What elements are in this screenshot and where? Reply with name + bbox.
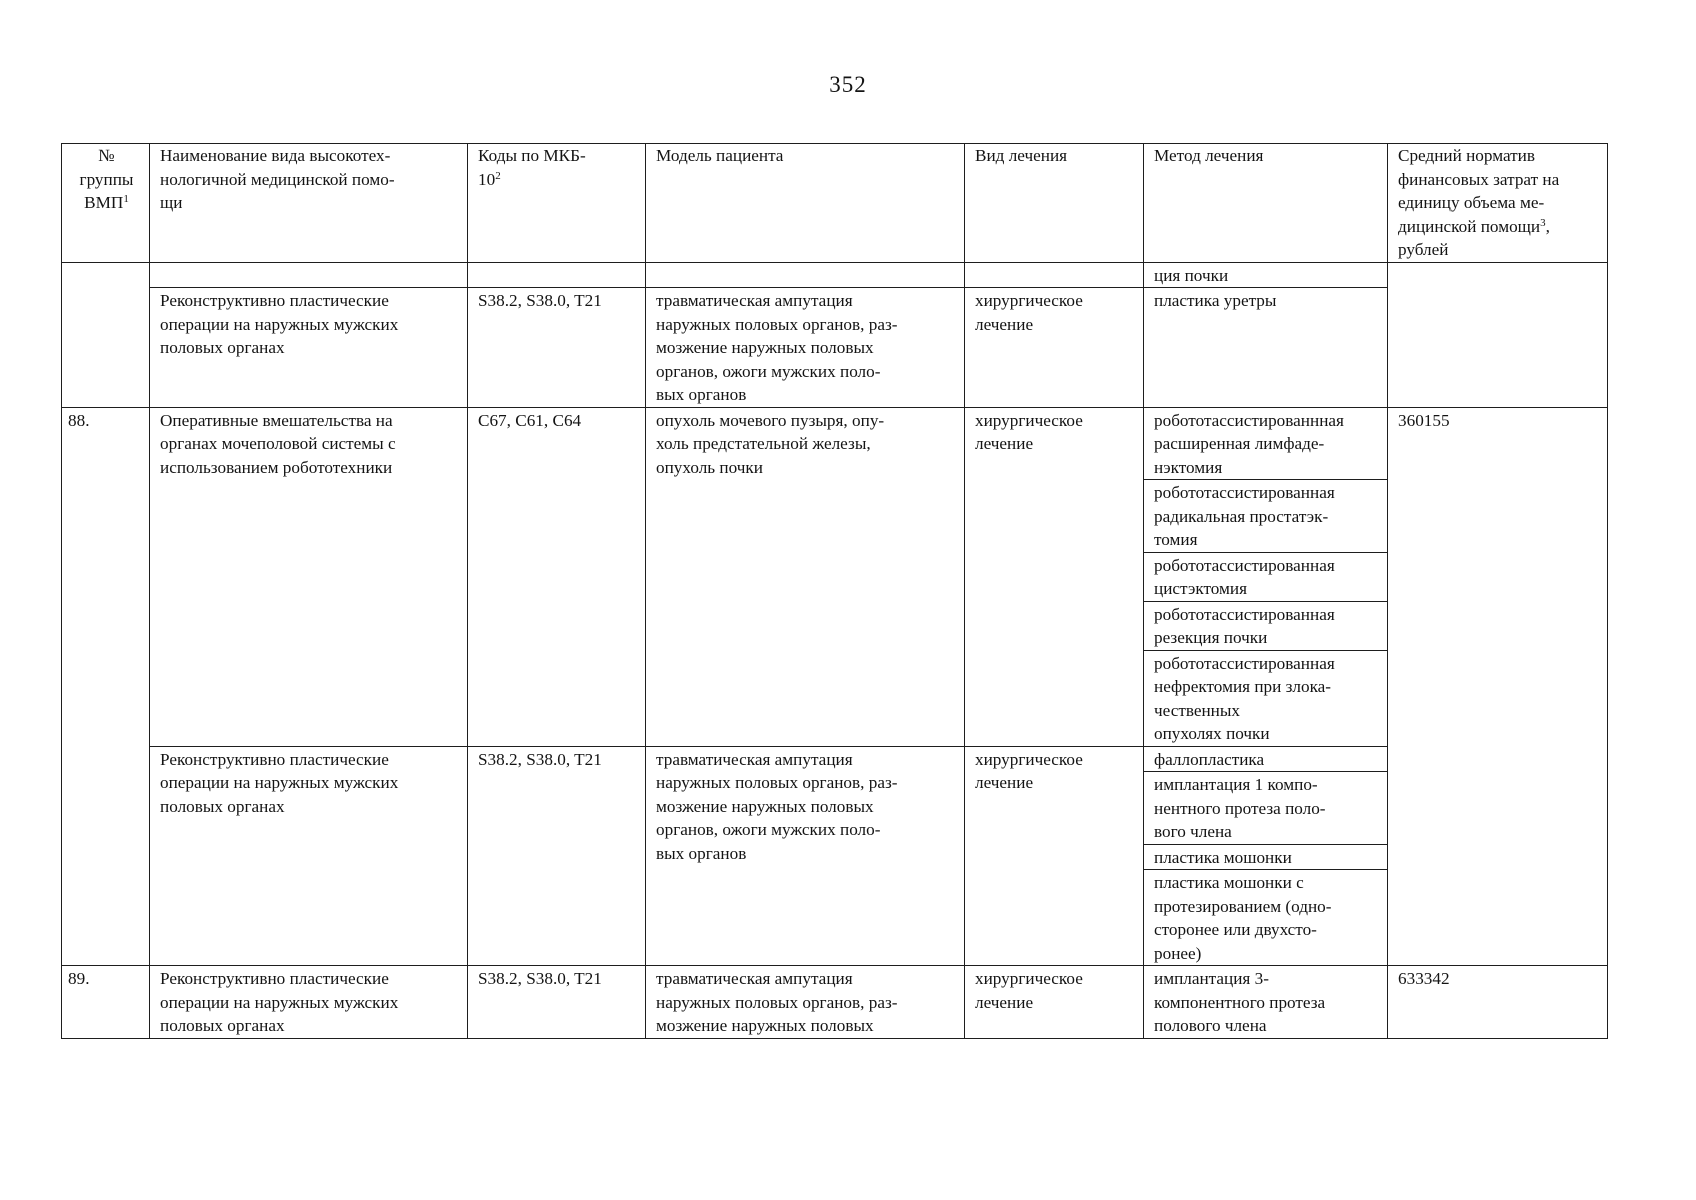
table-row: [62, 288, 1608, 408]
type-name-cell: Реконструктивно пластические операции на наружных мужских половых органах: [150, 966, 468, 1039]
model-cell: [646, 262, 965, 288]
method-cell: робототассистированная цистэктомия: [1144, 552, 1388, 601]
codes-cell: S38.2, S38.0, T21: [468, 746, 646, 966]
header-patient-model: Модель пациента: [646, 144, 965, 263]
header-cost-norm: Средний норматив финансовых затрат на единицу объема ме- дицинской помощи$^3$, рублей: [1388, 144, 1608, 263]
treatment-cell: хирургическое лечение: [965, 288, 1144, 408]
table-row: [62, 966, 1608, 1039]
method-cell: робототассистированная нефректомия при злока- чественных опухолях почки: [1144, 650, 1388, 746]
method-cell: робототассистированная резекция почки: [1144, 601, 1388, 650]
model-cell: травматическая ампутация наружных половых органов, раз- мозжение наружных половых органов, ожоги мужских поло- вых органов: [646, 288, 965, 408]
codes-cell: C67, C61, C64: [468, 407, 646, 746]
page-number: 352: [829, 72, 867, 97]
method-cell: имплантация 1 компо- нентного протеза поло- вого члена: [1144, 772, 1388, 845]
treatment-cell: хирургическое лечение: [965, 746, 1144, 966]
treatment-cell: [965, 262, 1144, 288]
method-cell: робототассистированная радикальная простатэк- томия: [1144, 480, 1388, 553]
header-type-name: Наименование вида высокотех- нологичной медицинской помо- щи: [150, 144, 468, 263]
cost-cell: 360155: [1388, 407, 1608, 966]
type-name-cell: Оперативные вмешательства на органах мочеполовой системы с использованием робототехники: [150, 407, 468, 746]
type-name-cell: [150, 262, 468, 288]
table-row: [62, 262, 1608, 288]
header-treatment-method: Метод лечения: [1144, 144, 1388, 263]
table-row: [62, 407, 1608, 480]
treatment-cell: хирургическое лечение: [965, 407, 1144, 746]
type-name-cell: Реконструктивно пластические операции на наружных мужских половых органах: [150, 746, 468, 966]
method-cell: фаллопластика: [1144, 746, 1388, 772]
header-row: [62, 144, 1608, 263]
cost-cell: [1388, 262, 1608, 407]
group-number-cell: 88.: [62, 407, 150, 966]
codes-cell: [468, 262, 646, 288]
codes-cell: S38.2, S38.0, T21: [468, 966, 646, 1039]
model-cell: травматическая ампутация наружных половых органов, раз- мозжение наружных половых: [646, 966, 965, 1039]
treatment-cell: хирургическое лечение: [965, 966, 1144, 1039]
header-group-number: № группы ВМП$^1$: [62, 144, 150, 263]
method-cell: ция почки: [1144, 262, 1388, 288]
model-cell: опухоль мочевого пузыря, опу- холь предстательной железы, опухоль почки: [646, 407, 965, 746]
method-cell: имплантация 3- компонентного протеза полового члена: [1144, 966, 1388, 1039]
codes-cell: S38.2, S38.0, T21: [468, 288, 646, 408]
model-cell: травматическая ампутация наружных половых органов, раз- мозжение наружных половых органов, ожоги мужских поло- вых органов: [646, 746, 965, 966]
header-mkb-codes: Коды по МКБ- $10^2$: [468, 144, 646, 263]
group-number-cell: 89.: [62, 966, 150, 1039]
method-cell: робототассистированнная расширенная лимфаде- нэктомия: [1144, 407, 1388, 480]
method-cell: пластика уретры: [1144, 288, 1388, 408]
vmp-table: [61, 143, 1608, 1039]
group-number-cell: [62, 262, 150, 407]
method-cell: пластика мошонки с протезированием (одно- сторонее или двухсто- ронее): [1144, 870, 1388, 966]
type-name-cell: Реконструктивно пластические операции на наружных мужских половых органах: [150, 288, 468, 408]
cost-cell: 633342: [1388, 966, 1608, 1039]
method-cell: пластика мошонки: [1144, 844, 1388, 870]
table-row: [62, 746, 1608, 772]
header-treatment-type: Вид лечения: [965, 144, 1144, 263]
